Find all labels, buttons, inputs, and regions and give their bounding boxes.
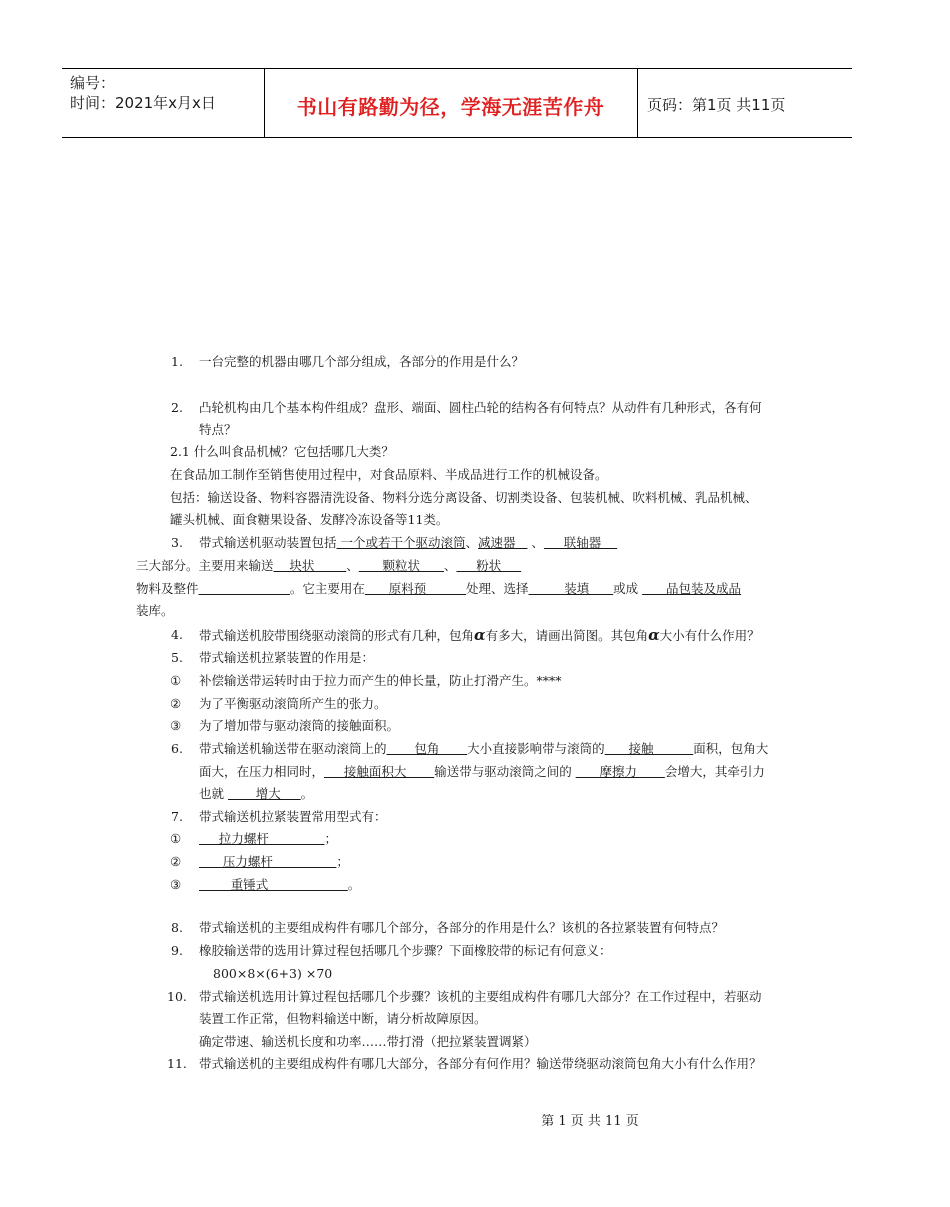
question-text bbox=[199, 626, 760, 645]
text: 有多大，请画出简图。其包角 bbox=[485, 628, 649, 643]
question-text: 装置工作正常，但物料输送中断，请分析故障原因。 bbox=[199, 1011, 487, 1026]
answer-text: 为了平衡驱动滚筒所产生的张力。 bbox=[199, 696, 387, 711]
blank-answer: 拉力螺杆 bbox=[199, 831, 325, 846]
text: 处理、选择 bbox=[466, 581, 529, 596]
blank-answer: 粉状 bbox=[456, 558, 522, 573]
blank-answer: 品包装及成品 bbox=[642, 581, 741, 596]
text: 会增大，其牵引力 bbox=[664, 764, 765, 779]
blank-answer: 装填 bbox=[528, 581, 614, 596]
blank-answer: 一个或若干个驱动滚筒 bbox=[336, 535, 466, 550]
blank-answer: 增大 bbox=[227, 786, 301, 801]
question-text: 带式输送机的主要组成构件有哪几个部分，各部分的作用是什么？该机的各拉紧装置有何特点？ bbox=[199, 920, 725, 935]
item-number: 5. bbox=[171, 650, 183, 665]
question-text: 带式输送机选用计算过程包括哪几个步骤？该机的主要组成构件有哪几大部分？在工作过程中，若驱动 bbox=[199, 989, 762, 1004]
fill-in-line bbox=[199, 740, 768, 758]
text: 带式输送机胶带围绕驱动滚筒的形式有几种，包角 bbox=[199, 628, 475, 643]
blank-answer: 接触 bbox=[604, 741, 694, 756]
fill-in-line bbox=[136, 557, 521, 575]
item-number: 2. bbox=[171, 400, 183, 415]
time-label: 时间：2021年x月x日 bbox=[70, 94, 216, 112]
answer-text: 在食品加工制作至销售使用过程中，对食品原料、半成品进行工作的机械设备。 bbox=[170, 467, 608, 482]
text: 、 bbox=[346, 558, 359, 573]
question-text: 带式输送机的主要组成构件有哪几大部分，各部分有何作用？输送带绕驱动滚筒包角大小有什么作用？ bbox=[199, 1056, 762, 1071]
fill-in-line bbox=[199, 534, 617, 552]
text: ； bbox=[336, 854, 349, 869]
text: 大小直接影响带与滚筒的 bbox=[467, 741, 605, 756]
page-footer: 第 1 页 共 11 页 bbox=[541, 1114, 639, 1129]
blank-answer: 压力螺杆 bbox=[199, 854, 337, 869]
text: ； bbox=[324, 831, 338, 846]
item-number: 1. bbox=[171, 354, 183, 369]
text: 。它主要用在 bbox=[289, 581, 365, 596]
text: 带式输送机输送带在驱动滚筒上的 bbox=[199, 741, 387, 756]
blank-answer: 减速器 bbox=[478, 535, 528, 550]
text: 物料及整件 bbox=[136, 581, 199, 596]
question-text: 带式输送机拉紧装置常用型式有： bbox=[199, 809, 387, 824]
fill-in-line bbox=[136, 580, 741, 598]
item-number: 6. bbox=[171, 741, 183, 756]
header-motto: 书山有路勤为径，学海无涯苦作舟 bbox=[296, 95, 605, 119]
item-number: 9. bbox=[171, 943, 183, 958]
question-text: 一台完整的机器由哪几个部分组成，各部分的作用是什么？ bbox=[199, 354, 525, 369]
header-divider bbox=[637, 69, 638, 137]
question-text: 带式输送机拉紧装置的作用是： bbox=[199, 650, 375, 665]
blank-answer: 块状 bbox=[273, 558, 347, 573]
header-page-info: 页码：第1页 共11页 bbox=[647, 96, 786, 114]
question-text: 橡胶输送带的选用计算过程包括哪几个步骤？下面橡胶带的标记有何意义： bbox=[199, 943, 612, 958]
text: 大小有什么作用？ bbox=[659, 628, 760, 643]
text: 、 bbox=[443, 558, 457, 573]
question-text: 2.1 什么叫食品机械？它包括哪几大类？ bbox=[170, 444, 394, 459]
fill-in-line bbox=[199, 763, 765, 781]
text: 或成 bbox=[613, 581, 643, 596]
item-number: 3. bbox=[171, 535, 183, 550]
question-text: 凸轮机构由几个基本构件组成？盘形、端面、圆柱凸轮的结构各有何特点？从动件有几种形式，各有何 bbox=[199, 400, 762, 415]
item-number: 10. bbox=[167, 989, 187, 1004]
fill-in-line bbox=[199, 785, 313, 803]
circled-number: ② bbox=[170, 854, 182, 869]
fill-in-line bbox=[199, 830, 337, 848]
text: 输送带与驱动滚筒之间的 bbox=[434, 764, 576, 779]
answer-text: 为了增加带与驱动滚筒的接触面积。 bbox=[199, 718, 400, 733]
item-number: 11. bbox=[167, 1056, 187, 1071]
circled-number: ① bbox=[170, 673, 182, 688]
text: 面积，包角大 bbox=[693, 741, 769, 756]
text: 、 bbox=[465, 535, 479, 550]
text: 。 bbox=[347, 877, 361, 892]
header-meta bbox=[70, 73, 216, 113]
blank-answer: 颗粒状 bbox=[358, 558, 444, 573]
blank-answer: 联轴器 bbox=[543, 535, 618, 550]
answer-text: 补偿输送带运转时由于拉力而产生的伸长量，防止打滑产生。**** bbox=[199, 673, 562, 688]
blank-answer: 重锤式 bbox=[199, 877, 348, 892]
blank-answer: 接触面积大 bbox=[324, 764, 435, 779]
answer-text: 罐头机械、面食糖果设备、发酵冷冻设备等11类。 bbox=[170, 512, 449, 527]
alpha-symbol: α bbox=[648, 626, 660, 644]
belt-designation: 800×8×(6+3) ×70 bbox=[213, 966, 333, 981]
answer-text: 包括：输送设备、物料容器清洗设备、物料分选分离设备、切割类设备、包装机械、吹料机械、乳品机械、 bbox=[170, 490, 758, 505]
item-number: 7. bbox=[171, 809, 183, 824]
alpha-symbol: α bbox=[474, 626, 486, 644]
fill-in-line bbox=[199, 853, 349, 871]
page-header bbox=[62, 68, 852, 138]
text: 带式输送机驱动装置包括 bbox=[199, 535, 337, 550]
code-label: 编号： bbox=[70, 74, 116, 92]
circled-number: ③ bbox=[170, 877, 182, 892]
item-number: 8. bbox=[171, 920, 183, 935]
blank-answer bbox=[199, 581, 290, 596]
question-text: 特点？ bbox=[199, 422, 237, 437]
text: 、 bbox=[527, 535, 544, 550]
circled-number: ① bbox=[170, 831, 182, 846]
fill-in-line bbox=[199, 876, 360, 894]
item-number: 4. bbox=[171, 627, 183, 642]
answer-text: 确定带速、输送机长度和功率……带打滑（把拉紧装置调紧） bbox=[199, 1034, 537, 1049]
text: 也就 bbox=[199, 786, 228, 801]
circled-number: ③ bbox=[170, 718, 182, 733]
answer-text: 装库。 bbox=[136, 603, 174, 618]
text: 三大部分。主要用来输送 bbox=[136, 558, 274, 573]
blank-answer: 包角 bbox=[386, 741, 468, 756]
text: 。 bbox=[300, 786, 314, 801]
blank-answer: 摩擦力 bbox=[575, 764, 665, 779]
circled-number: ② bbox=[170, 696, 182, 711]
text: 面大，在压力相同时， bbox=[199, 764, 325, 779]
blank-answer: 原料预 bbox=[364, 581, 466, 596]
